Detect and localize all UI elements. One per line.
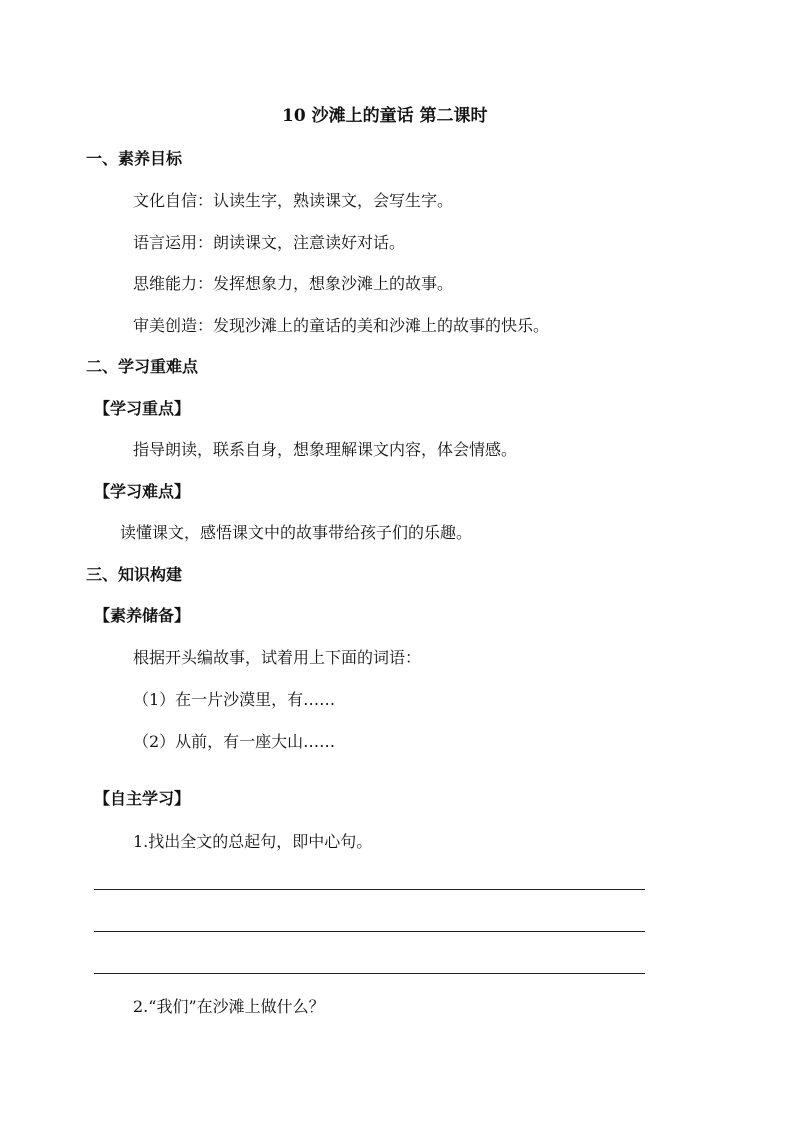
- question-2: 2.“我们”在沙滩上做什么？: [133, 997, 325, 1016]
- page-title: 10 沙滩上的童话 第二课时: [282, 106, 488, 126]
- prep-label: 【素养储备】: [94, 606, 191, 625]
- prep-item: （2）从前，有一座大山……: [133, 732, 336, 751]
- key-point-text: 指导朗读，联系自身，想象理解课文内容，体会情感。: [133, 440, 518, 459]
- answer-line[interactable]: [94, 889, 645, 890]
- answer-line[interactable]: [94, 973, 645, 974]
- answer-line[interactable]: [94, 931, 645, 932]
- goal-item: 思维能力：发挥想象力，想象沙滩上的故事。: [133, 274, 454, 293]
- question-1: 1.找出全文的总起句，即中心句。: [133, 832, 373, 851]
- goal-item: 审美创造：发现沙滩上的童话的美和沙滩上的故事的快乐。: [133, 316, 550, 335]
- goal-item: 文化自信：认读生字，熟读课文，会写生字。: [133, 191, 454, 210]
- section-heading-key-points: 二、学习重难点: [86, 357, 199, 376]
- section-heading-knowledge: 三、知识构建: [86, 565, 183, 584]
- key-point-label: 【学习重点】: [94, 399, 191, 418]
- difficulty-text: 读懂课文，感悟课文中的故事带给孩子们的乐趣。: [120, 523, 473, 542]
- prep-item: （1）在一片沙漠里，有……: [133, 690, 336, 709]
- difficulty-label: 【学习难点】: [94, 482, 191, 501]
- goal-item: 语言运用：朗读课文，注意读好对话。: [133, 233, 406, 252]
- prep-intro: 根据开头编故事，试着用上下面的词语：: [133, 648, 422, 667]
- self-study-label: 【自主学习】: [94, 789, 191, 808]
- section-heading-goals: 一、素养目标: [86, 149, 183, 168]
